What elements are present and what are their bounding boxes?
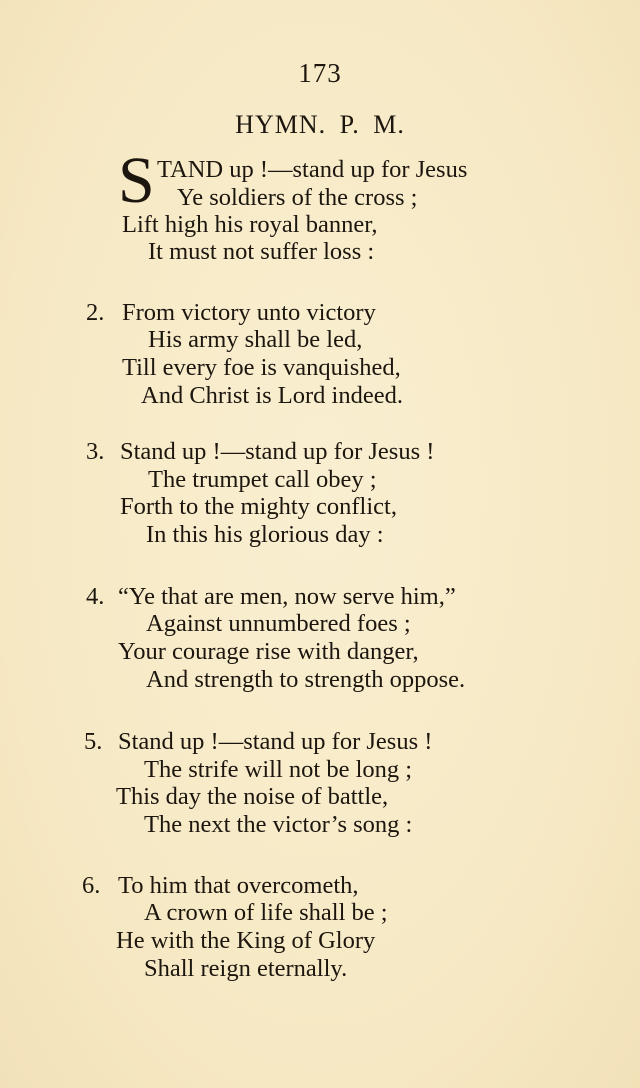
stanza-2-line-2: His army shall be led, — [148, 326, 363, 353]
hymn-title: HYMN. P. M. — [235, 110, 405, 139]
stanza-5-line-4: The next the victor’s song : — [144, 811, 413, 838]
stanza-4-line-1: “Ye that are men, now serve him,” — [118, 583, 456, 610]
stanza-3-line-2: The trumpet call obey ; — [148, 466, 377, 493]
stanza-4-number: 4. — [86, 583, 105, 610]
stanza-3-line-1: Stand up !—stand up for Jesus ! — [120, 438, 435, 465]
stanza-1-line-2: Ye soldiers of the cross ; — [177, 184, 418, 211]
stanza-6-number: 6. — [82, 872, 101, 899]
stanza-6-line-3: He with the King of Glory — [116, 927, 376, 954]
stanza-2-line-3: Till every foe is vanquished, — [122, 354, 401, 381]
stanza-4-line-2: Against unnumbered foes ; — [146, 610, 411, 637]
stanza-4-line-4: And strength to strength oppose. — [146, 666, 466, 693]
stanza-3-line-3: Forth to the mighty conflict, — [120, 493, 397, 520]
stanza-5-line-2: The strife will not be long ; — [144, 756, 413, 783]
stanza-1-line-1: TAND up !—stand up for Jesus — [157, 156, 468, 183]
stanza-5-number: 5. — [84, 728, 103, 755]
stanza-4-line-3: Your courage rise with danger, — [118, 638, 419, 665]
stanza-5-line-3: This day the noise of battle, — [116, 783, 389, 810]
stanza-2-line-4: And Christ is Lord indeed. — [141, 382, 403, 409]
stanza-6-line-4: Shall reign eternally. — [144, 955, 348, 982]
page-number: 173 — [298, 58, 342, 88]
stanza-1-line-3: Lift high his royal banner, — [122, 211, 378, 238]
stanza-2-number: 2. — [86, 299, 105, 326]
stanza-5-line-1: Stand up !—stand up for Jesus ! — [118, 728, 433, 755]
drop-cap: S — [118, 144, 155, 217]
stanza-1-line-4: It must not suffer loss : — [148, 238, 375, 265]
stanza-6-line-1: To him that overcometh, — [118, 872, 359, 899]
stanza-3-line-4: In this his glorious day : — [146, 521, 384, 548]
stanza-2-line-1: From victory unto victory — [122, 299, 376, 326]
stanza-6-line-2: A crown of life shall be ; — [144, 899, 388, 926]
stanza-3-number: 3. — [86, 438, 105, 465]
